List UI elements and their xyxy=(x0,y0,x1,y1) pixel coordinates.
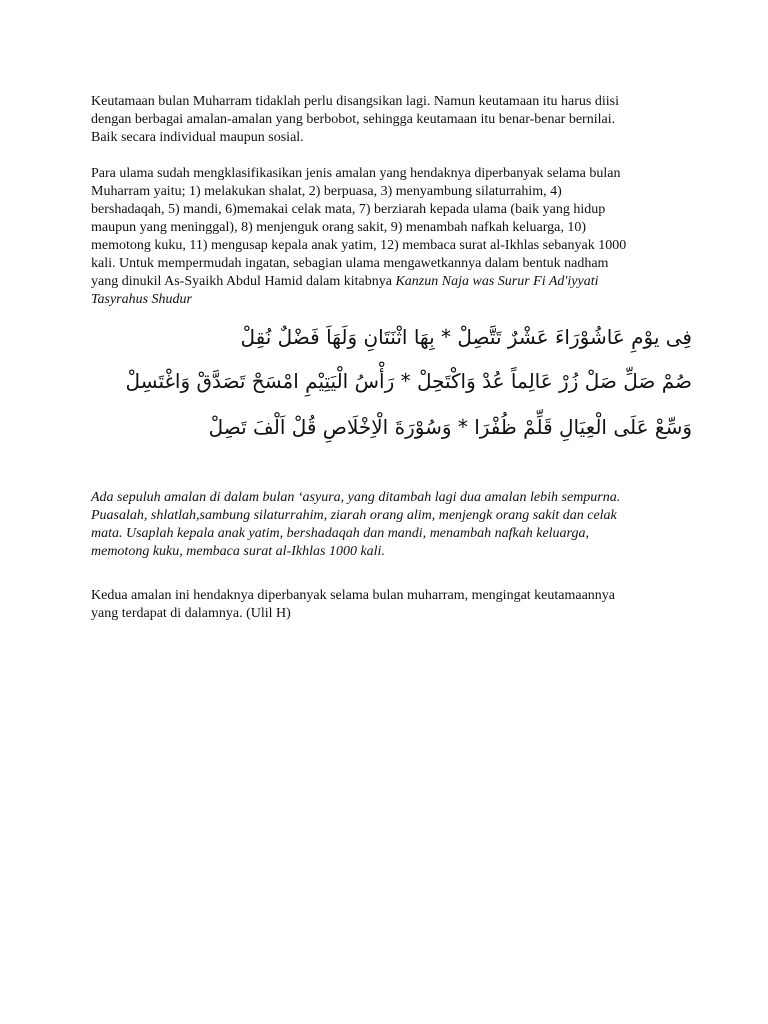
book-title: Kanzun Naja was Surur Fi Ad'iyyati Tasyrahus Shudur xyxy=(91,274,599,307)
amalan-list-text: Para ulama sudah mengklasifikasikan jenis amalan yang hendaknya diperbanyak selama bulan Muharram yaitu; 1) melakukan shalat, 2) berpuasa, 3) menyambung silaturrahim, 4) bershadaqah, 5) mandi, 6)memakai celak mata, 7) berziarah kepada ulama (baik yang hidup maupun yang meninggal), 8) menjenguk orang sakit, 9) menambah nafkah keluarga, 10) memotong kuku, 11) mengusap kepala anak yatim, 12) membaca surat al-Ikhlas sebanyak 1000 kali. Untuk mempermudah ingatan, sebagian ulama mengawetkannya dalam bentuk nadham yang dinukil As-Syaikh Abdul Hamid dalam kitabnya xyxy=(91,166,627,289)
amalan-list-paragraph xyxy=(91,165,681,309)
arabic-verse-2: صُمْ صَلِّ صَلْ زُرْ عَالِماً عُدْ وَاكْتَحِلْ * رَأْسُ الْيَتِيْمِ امْسَحْ تَصَدَّقْ وَاغْتَسِلْ xyxy=(125,369,692,393)
intro-paragraph: Keutamaan bulan Muharram tidaklah perlu disangsikan lagi. Namun keutamaan itu harus diisi dengan berbagai amalan-amalan yang berbobot, sehingga keutamaan itu benar-benar bernilai. Baik secara individual maupun sosial. xyxy=(91,94,619,145)
verse-translation-paragraph: Ada sepuluh amalan di dalam bulan ‘asyura, yang ditambah lagi dua amalan lebih sempurna. Puasalah, shlatlah,sambung silaturrahim, ziarah orang alim, menjengk orang sakit dan celak mata. Usaplah kepala anak yatim, bershadaqah dan mandi, menambah nafkah keluarga, memotong kuku, membaca surat al-Ikhlas 1000 kali. xyxy=(91,490,621,559)
arabic-verse-1: فِى يوْمِ عَاشُوْرَاءَ عَشْرٌ تَتَّصِلْ * بِهَا اثْنَتَانِ وَلَهَاَ فَضْلٌ نُقِلْ xyxy=(240,325,692,349)
closing-paragraph: Kedua amalan ini hendaknya diperbanyak selama bulan muharram, mengingat keutamaannya yang terdapat di dalamnya. (Ulil H) xyxy=(91,588,616,621)
arabic-verse-3: وَسِّعْ عَلَى الْعِيَالِ قَلِّمْ ظُفْرَا * وَسُوْرَةَ الْاِخْلَاصِ قُلْ اَلْفَ تَصِلْ xyxy=(208,415,692,439)
